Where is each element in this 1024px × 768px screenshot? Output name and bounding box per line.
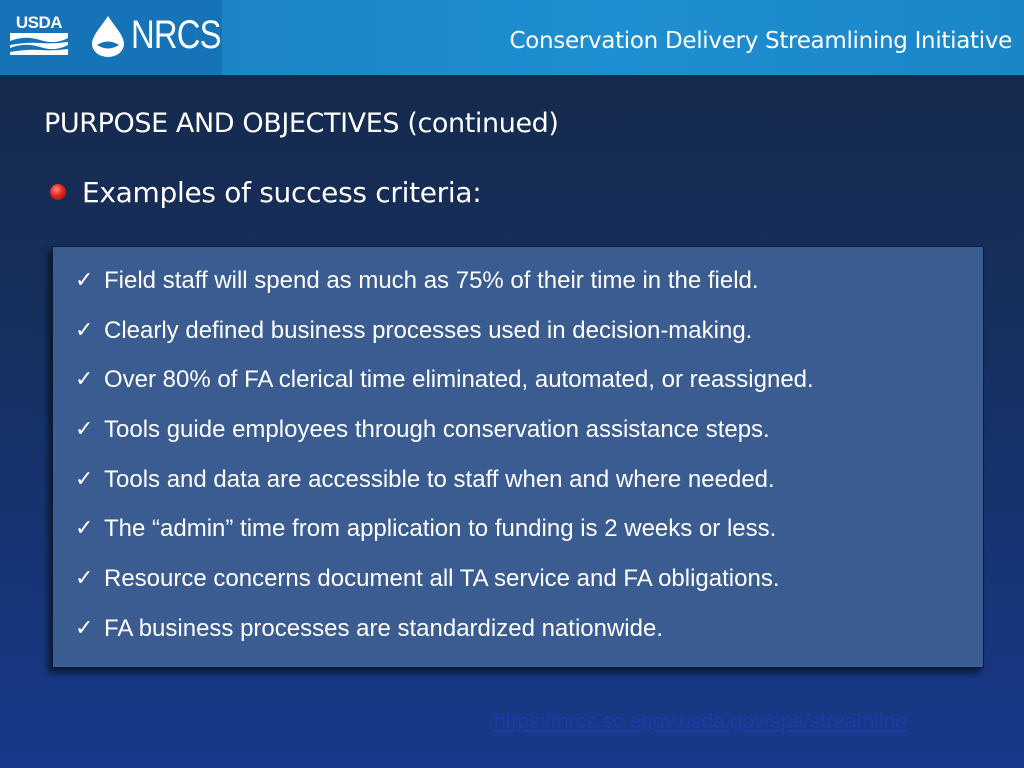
- check-icon: ✓: [75, 566, 94, 592]
- nrcs-water-drop-icon: [88, 14, 128, 58]
- header-title: Conservation Delivery Streamlining Initiative: [509, 28, 1012, 54]
- criteria-item: [75, 613, 814, 663]
- slide-title: PURPOSE AND OBJECTIVES (continued): [44, 108, 559, 139]
- criteria-text: Field staff will spend as much as 75% of their time in the field.: [104, 267, 759, 294]
- criteria-item: [75, 315, 814, 365]
- criteria-box: [52, 246, 984, 668]
- bullet-text: Examples of success criteria:: [82, 176, 482, 209]
- criteria-text: Clearly defined business processes used in decision-making.: [104, 316, 753, 344]
- usda-waves-icon: [10, 33, 68, 55]
- red-bullet-icon: [50, 184, 66, 200]
- nrcs-logo-text: NRCS: [131, 13, 221, 57]
- usda-logo-text: USDA: [15, 13, 63, 32]
- criteria-item: [75, 513, 814, 563]
- check-icon: ✓: [75, 417, 94, 443]
- criteria-item: [75, 563, 814, 613]
- criteria-item: [75, 414, 814, 464]
- logo-block: [0, 0, 222, 75]
- criteria-text: Resource concerns document all TA service and FA obligations.: [104, 565, 780, 593]
- check-icon: ✓: [75, 268, 94, 293]
- streamline-link[interactable]: https://nrcs.sc.egov.usda.gov/spa/streamline: [494, 710, 907, 733]
- check-icon: ✓: [75, 466, 94, 492]
- criteria-item: [75, 265, 814, 315]
- criteria-text: Tools guide employees through conservation assistance steps.: [104, 416, 770, 444]
- usda-logo: [10, 14, 68, 56]
- criteria-item: [75, 364, 814, 414]
- criteria-item: [75, 464, 814, 514]
- check-icon: ✓: [75, 317, 94, 343]
- check-icon: ✓: [75, 615, 94, 641]
- criteria-text: Over 80% of FA clerical time eliminated, automated, or reassigned.: [104, 366, 814, 394]
- check-icon: ✓: [75, 516, 94, 542]
- criteria-text: The “admin” time from application to funding is 2 weeks or less.: [104, 515, 777, 543]
- check-icon: ✓: [75, 367, 94, 393]
- criteria-text: Tools and data are accessible to staff when and where needed.: [104, 465, 775, 493]
- header-bar: [0, 0, 1024, 75]
- criteria-list: [75, 265, 814, 663]
- criteria-text: FA business processes are standardized nationwide.: [104, 614, 663, 642]
